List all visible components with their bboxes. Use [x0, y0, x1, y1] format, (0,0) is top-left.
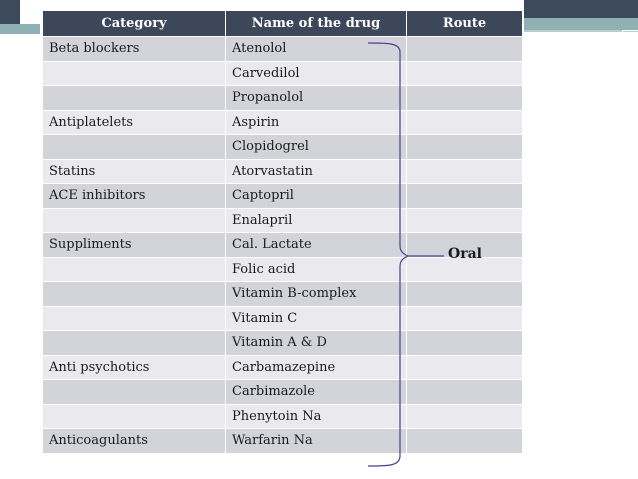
drug-name-cell: Enalapril: [226, 208, 407, 233]
drug-name-cell: Carvedilol: [226, 61, 407, 86]
drug-name-cell: Warfarin Na: [226, 429, 407, 454]
route-brace-path: [368, 43, 408, 466]
drug-name-cell: Vitamin B-complex: [226, 282, 407, 307]
drug-name-cell: Carbamazepine: [226, 355, 407, 380]
drug-name-cell: Carbimazole: [226, 380, 407, 405]
category-cell: ACE inhibitors: [43, 184, 226, 209]
drug-name-cell: Atorvastatin: [226, 159, 407, 184]
header-category: Category: [43, 11, 226, 37]
category-cell: Beta blockers: [43, 37, 226, 62]
drug-name-cell: Cal. Lactate: [226, 233, 407, 258]
drug-name-cell: Aspirin: [226, 110, 407, 135]
header-drug-name: Name of the drug: [226, 11, 407, 37]
drug-name-cell: Vitamin A & D: [226, 331, 407, 356]
drug-name-cell: Clopidogrel: [226, 135, 407, 160]
route-label: Oral: [448, 246, 482, 262]
header-route: Route: [407, 11, 523, 37]
drug-name-cell: Atenolol: [226, 37, 407, 62]
drug-name-cell: Folic acid: [226, 257, 407, 282]
category-cell: Anti psychotics: [43, 355, 226, 380]
category-cell: Antiplatelets: [43, 110, 226, 135]
category-cell: Anticoagulants: [43, 429, 226, 454]
category-cell: Suppliments: [43, 233, 226, 258]
drug-name-cell: Captopril: [226, 184, 407, 209]
drug-name-cell: Phenytoin Na: [226, 404, 407, 429]
drug-name-cell: Vitamin C: [226, 306, 407, 331]
drug-name-cell: Propanolol: [226, 86, 407, 111]
category-cell: Statins: [43, 159, 226, 184]
